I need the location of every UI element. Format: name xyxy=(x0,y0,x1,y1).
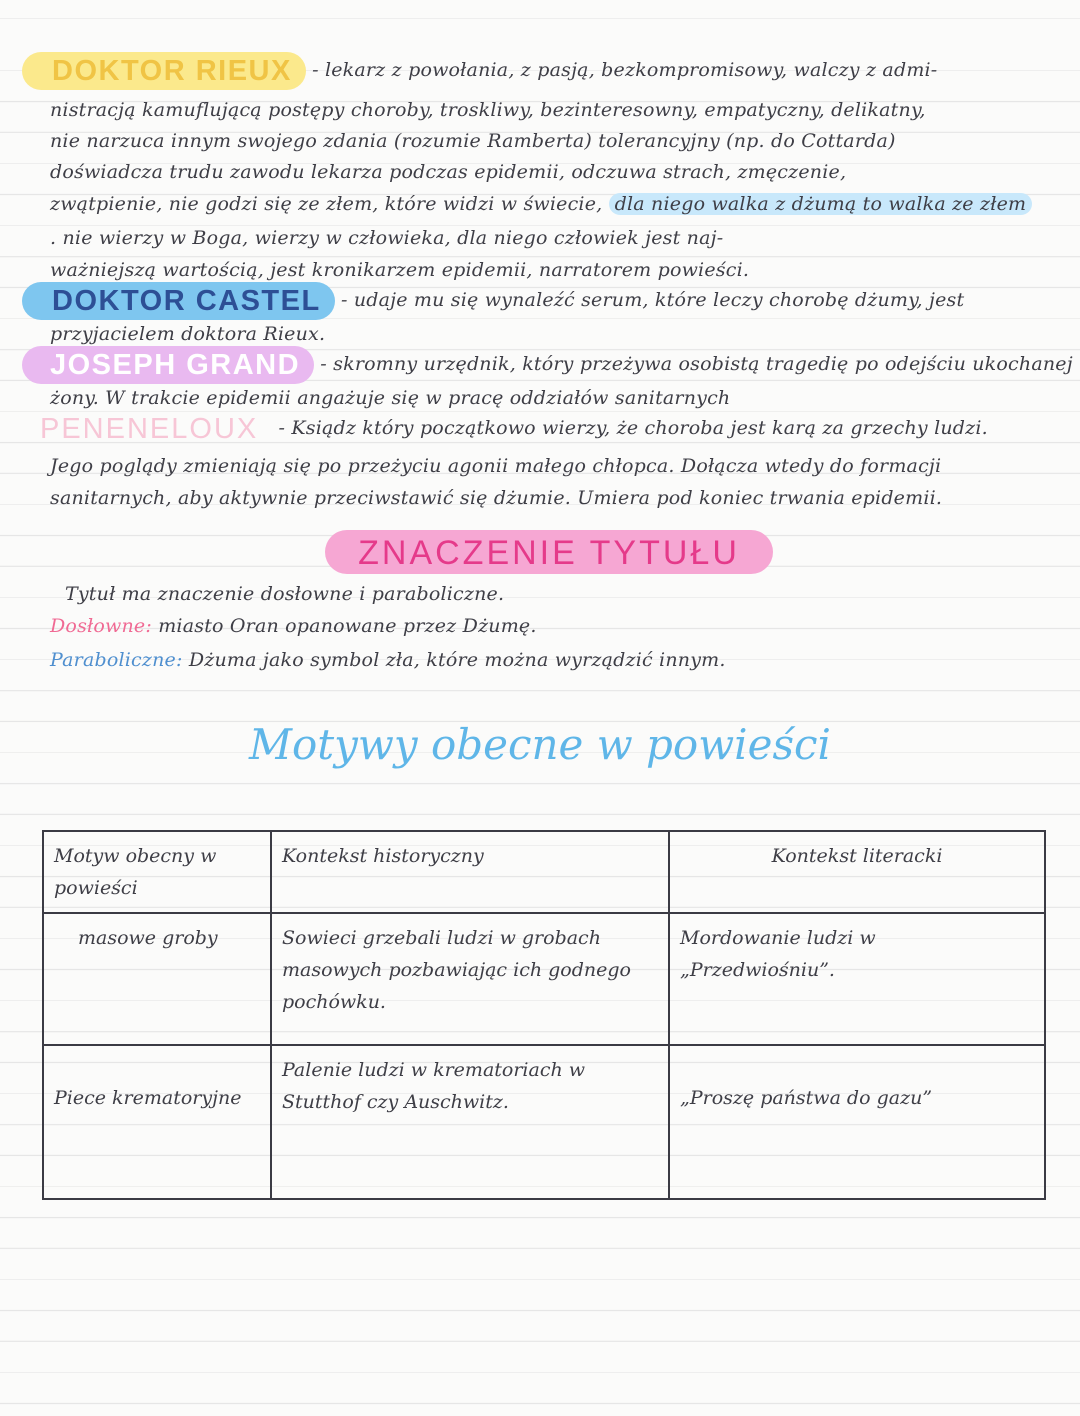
heading-peneneloux: PENENELOUX xyxy=(40,413,259,445)
table-cell: masowe groby xyxy=(43,913,271,1045)
paneloux-text-2: Jego poglądy zmieniają się po przeżyciu agonii małego chłopca. Dołącza wtedy do formacji xyxy=(50,455,942,477)
literal-label: Dosłowne: xyxy=(50,615,152,637)
rieux-text-8: ważniejszą wartością, jest kronikarzem epidemii, narratorem powieści. xyxy=(50,259,750,281)
table-cell: „Proszę państwa do gazu” xyxy=(669,1045,1045,1199)
castel-line-1 xyxy=(50,282,1050,320)
table-row xyxy=(43,1045,1045,1199)
table-cell: Palenie ludzi w krematoriach w Stutthof czy Auschwitz. xyxy=(271,1045,669,1199)
heading-doktor-rieux: DOKTOR RIEUX xyxy=(22,52,306,90)
grand-line-1 xyxy=(50,346,1073,384)
castel-text-1: - udaje mu się wynaleźć serum, które leczy chorobę dżumy, jest xyxy=(340,289,965,311)
table-row xyxy=(43,913,1045,1045)
heading-doktor-castel: DOKTOR CASTEL xyxy=(22,282,335,320)
table-cell: Sowieci grzebali ludzi w grobach masowych pozbawiając ich godnego pochówku. xyxy=(271,913,669,1045)
grand-text-1: - skromny urzędnik, który przeżywa osobistą tragedię po odejściu ukochanej xyxy=(320,353,1073,375)
header-kontekst-literacki: Kontekst literacki xyxy=(669,831,1045,913)
rieux-highlight-walka: dla niego walka z dżumą to walka ze złem xyxy=(609,193,1033,215)
header-motyw: Motyw obecny w powieści xyxy=(43,831,271,913)
table-cell: Mordowanie ludzi w „Przedwiośniu”. xyxy=(669,913,1045,1045)
castel-text-2: przyjacielem doktora Rieux. xyxy=(50,323,326,345)
rieux-text-3: nie narzuca innym swojego zdania (rozumie Ramberta) tolerancyjny (np. do Cottarda) xyxy=(50,130,896,152)
literal-text: miasto Oran opanowane przez Dżumę. xyxy=(158,615,537,637)
rieux-text-2: nistracją kamuflującą postępy choroby, troskliwy, bezinteresowny, empatyczny, delikatny, xyxy=(50,99,926,121)
rieux-text-1: - lekarz z powołania, z pasją, bezkompromisowy, walczy z admi- xyxy=(312,59,938,81)
grand-text-2: żony. W trakcie epidemii angażuje się w pracę oddziałów sanitarnych xyxy=(50,387,731,409)
title-intro: Tytuł ma znaczenie dosłowne i paraboliczne. xyxy=(65,583,505,605)
rieux-line-5 xyxy=(50,190,1050,218)
section-title-znaczenie: ZNACZENIE TYTUŁU xyxy=(325,530,773,574)
rieux-text-4: doświadcza trudu zawodu lekarza podczas epidemii, odczuwa strach, zmęczenie, xyxy=(50,161,847,183)
title-literal-row xyxy=(50,612,1050,640)
motifs-table xyxy=(42,830,1046,1200)
rieux-line-1 xyxy=(50,52,1050,90)
paneloux-text-3: sanitarnych, aby aktywnie przeciwstawić się dżumie. Umiera pod koniec trwania epidemii. xyxy=(50,487,943,509)
paneloux-text-1: - Ksiądz który początkowo wierzy, że choroba jest karą za grzechy ludzi. xyxy=(278,417,988,439)
rieux-text-5: zwątpienie, nie godzi się ze złem, które widzi w świecie, xyxy=(50,193,603,215)
table-header-row xyxy=(43,831,1045,913)
title-parabolic-row xyxy=(50,646,1050,674)
parabolic-label: Paraboliczne: xyxy=(50,649,183,671)
header-kontekst-historyczny: Kontekst historyczny xyxy=(271,831,669,913)
rieux-text-7: . nie wierzy w Boga, wierzy w człowieka, dla niego człowiek jest naj- xyxy=(50,227,724,249)
heading-joseph-grand: JOSEPH GRAND xyxy=(22,346,314,384)
motifs-heading: Motywy obecne w powieści xyxy=(249,720,831,769)
table-cell: Piece krematoryjne xyxy=(43,1045,271,1199)
parabolic-text: Dżuma jako symbol zła, które można wyrządzić innym. xyxy=(188,649,726,671)
paneloux-line-1 xyxy=(40,410,1050,448)
